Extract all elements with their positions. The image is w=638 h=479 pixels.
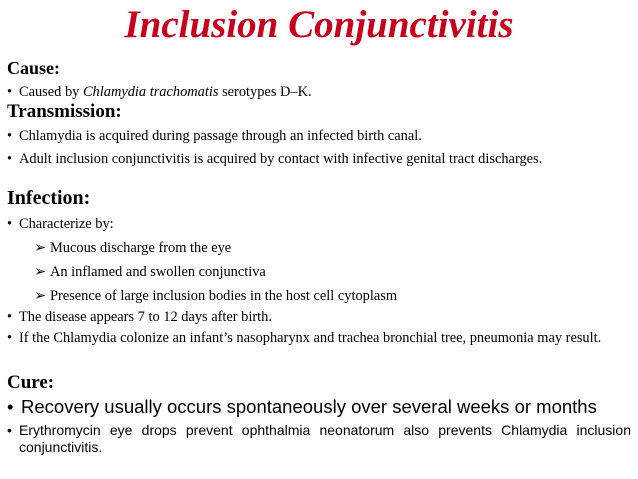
bullet-dot: • <box>7 309 13 325</box>
cause-prefix: Caused by <box>19 84 83 100</box>
transmission-text-1: Chlamydia is acquired during passage through an infected birth canal. <box>19 128 422 144</box>
sign-item-3 <box>34 287 397 305</box>
infection-text-2: If the Chlamydia colonize an infant’s nasopharynx and trachea bronchial tree, pneumonia may result. <box>19 330 602 346</box>
bullet-dot: • <box>7 396 14 417</box>
cure-text-1: Recovery usually occurs spontaneously over several weeks or months <box>21 396 597 417</box>
cause-heading: Cause: <box>7 58 60 78</box>
arrow-bullet-icon: ➢ <box>34 288 47 304</box>
bullet-dot: • <box>7 422 12 438</box>
sign-text-3: Presence of large inclusion bodies in the host cell cytoplasm <box>50 288 398 304</box>
arrow-bullet-icon: ➢ <box>34 240 47 256</box>
transmission-text-2: Adult inclusion conjunctivitis is acquired by contact with infective genital tract discharges. <box>19 151 543 167</box>
infection-bullet-1 <box>7 308 631 326</box>
sign-item-2 <box>34 263 266 281</box>
sign-text-2: An inflamed and swollen conjunctiva <box>50 264 266 280</box>
transmission-bullet-2 <box>7 150 631 168</box>
cure-bullet-1 <box>7 396 631 418</box>
bullet-dot: • <box>7 216 13 232</box>
cause-suffix: serotypes D–K. <box>218 84 312 100</box>
cause-organism: Chlamydia trachomatis <box>82 84 219 100</box>
bullet-dot: • <box>7 330 13 346</box>
infection-heading: Infection: <box>7 187 91 209</box>
bullet-dot: • <box>7 84 13 100</box>
cause-bullet <box>7 83 631 101</box>
transmission-heading: Transmission: <box>7 101 122 122</box>
transmission-bullet-1 <box>7 127 631 145</box>
cure-heading: Cure: <box>7 372 55 393</box>
infection-intro-text: Characterize by: <box>19 216 114 232</box>
sign-text-1: Mucous discharge from the eye <box>50 240 232 256</box>
cure-text-2: Erythromycin eye drops prevent ophthalmia neonatorum also prevents Chlamydia inclusion conjunctivitis. <box>19 422 631 455</box>
bullet-dot: • <box>7 151 13 167</box>
slide-title: Inclusion Conjunctivitis <box>124 3 514 46</box>
cure-bullet-2 <box>7 422 631 456</box>
sign-item-1 <box>34 239 231 257</box>
arrow-bullet-icon: ➢ <box>34 264 47 280</box>
infection-intro-bullet <box>7 215 631 233</box>
infection-bullet-2 <box>7 329 631 347</box>
bullet-dot: • <box>7 128 13 144</box>
infection-text-1: The disease appears 7 to 12 days after birth. <box>19 309 272 325</box>
